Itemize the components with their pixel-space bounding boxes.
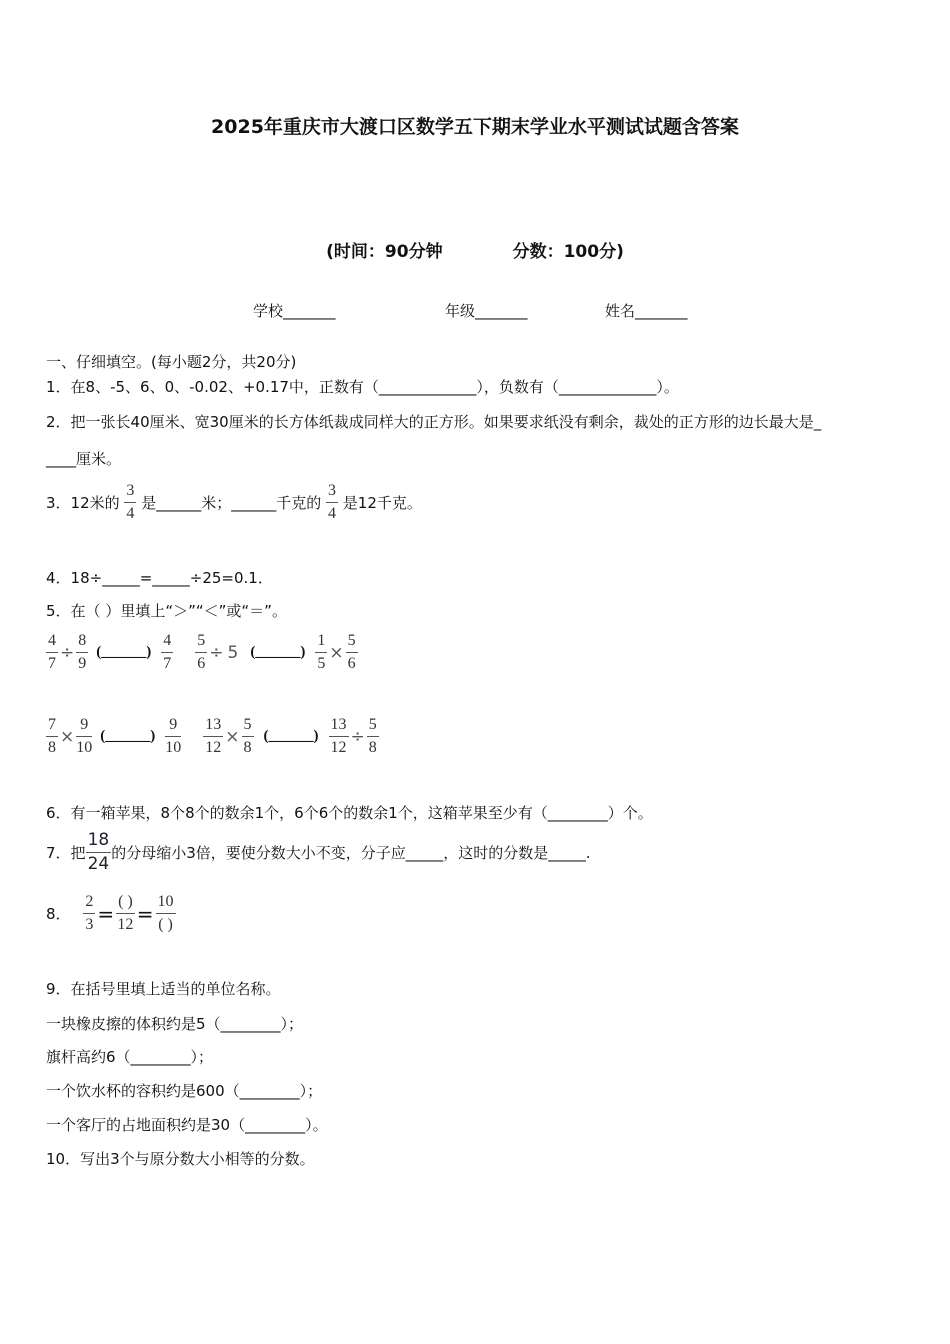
- question-number: 1．: [46, 378, 71, 396]
- divide-sign: ÷: [350, 726, 365, 747]
- fraction: $\frac{5}{6}$: [197, 632, 206, 672]
- question-9: [46, 978, 281, 999]
- question-number: 4．: [46, 569, 71, 587]
- question-1: [46, 376, 679, 397]
- question-text: 把: [70, 844, 86, 862]
- answer-blank[interactable]: (______): [263, 728, 319, 744]
- section-heading: 一、仔细填空。(每小题2分，共20分): [46, 353, 297, 371]
- grade-field: 年级_______: [445, 302, 528, 320]
- question-text: 有一箱苹果，8个8个的数余1个，6个6个的数余1个，这箱苹果至少有（________）个。: [70, 804, 653, 822]
- question-text: 在（ ）里填上“＞”“＜”或“＝”。: [70, 602, 287, 620]
- multiply-sign: ×: [329, 642, 344, 663]
- question-6: [46, 802, 653, 823]
- fraction: $\frac{18}{24}$: [87, 830, 110, 874]
- time-label: (时间：90分钟: [326, 242, 443, 262]
- question-text: 12米的: [70, 494, 120, 512]
- school-field: 学校_______: [253, 302, 336, 320]
- question-7: [46, 832, 591, 873]
- multiply-sign: ×: [225, 726, 240, 747]
- question-4: [46, 567, 273, 588]
- equals-sign: =: [136, 901, 154, 926]
- question-10: [46, 1148, 315, 1169]
- fraction: $\frac{9}{10}$: [165, 716, 182, 756]
- question-text: 是______米；______千克的: [141, 494, 322, 512]
- question-9-line: 一个饮水杯的容积约是600（________）；: [46, 1082, 323, 1100]
- question-number: 5．: [46, 602, 71, 620]
- divide-sign: ÷: [209, 642, 224, 663]
- question-number: 3．: [46, 494, 71, 512]
- question-8: [46, 894, 176, 933]
- multiply-sign: ×: [60, 726, 75, 747]
- question-2-continued: ____厘米。: [46, 450, 122, 468]
- number: 5: [227, 642, 239, 663]
- question-text: 是12千克。: [342, 494, 422, 512]
- question-text: 18÷_____=_____÷25=0.1．: [70, 569, 273, 587]
- name-field: 姓名_______: [605, 302, 688, 320]
- question-number: 7．: [46, 844, 71, 862]
- fraction: $\frac{4}{7}$: [163, 632, 172, 672]
- question-2: [46, 411, 821, 432]
- fraction: $\frac{5}{8}$: [243, 716, 252, 756]
- question-number: 6．: [46, 804, 71, 822]
- question-number: 8．: [46, 905, 71, 923]
- fraction: $\frac{5}{6}$: [347, 632, 356, 672]
- equals-sign: =: [97, 901, 115, 926]
- question-9-line: 一个客厅的占地面积约是30（________）。: [46, 1116, 328, 1134]
- fraction: $\frac{2}{3}$: [85, 893, 94, 933]
- fraction: $\frac{3}{4}$: [126, 482, 135, 522]
- fraction: $\frac{8}{9}$: [78, 632, 87, 672]
- question-5: [46, 600, 287, 621]
- fraction: $\frac{4}{7}$: [48, 632, 56, 672]
- answer-blank[interactable]: (______): [250, 644, 306, 660]
- exam-meta: [0, 237, 950, 262]
- fraction: $\frac{9}{10}$: [76, 716, 93, 756]
- fraction: $\frac{13}{12}$: [205, 716, 222, 756]
- compare-row-1: [46, 633, 358, 672]
- question-number: 9．: [46, 980, 71, 998]
- score-label: 分数：100分): [512, 242, 624, 262]
- question-text: 的分母缩小3倍，要使分数大小不变，分子应_____，这时的分数是_____.: [111, 844, 591, 862]
- fraction[interactable]: $\frac{( )}{12}$: [117, 893, 134, 933]
- question-text: 把一张长40厘米、宽30厘米的长方体纸裁成同样大的正方形。如果要求纸没有剩余，裁处的正方形的边长最大是_: [70, 413, 822, 431]
- fraction: $\frac{1}{5}$: [317, 632, 326, 672]
- fraction: $\frac{3}{4}$: [328, 482, 336, 522]
- divide-sign: ÷: [60, 642, 75, 663]
- fraction: $\frac{5}{8}$: [368, 716, 377, 756]
- fraction: $\frac{13}{12}$: [330, 716, 347, 756]
- fraction: $\frac{7}{8}$: [48, 716, 56, 756]
- question-text: 在8、-5、6、0、-0.02、+0.17中，正数有（_____________），负数有（_____________）。: [70, 378, 679, 396]
- compare-row-2: [46, 717, 379, 756]
- question-number: 2．: [46, 413, 71, 431]
- question-9-line: 一块橡皮擦的体积约是5（________）；: [46, 1015, 304, 1033]
- question-text: 在括号里填上适当的单位名称。: [70, 980, 281, 998]
- question-number: 10．: [46, 1150, 81, 1168]
- fraction[interactable]: $\frac{10}{( )}$: [157, 893, 174, 933]
- question-3: [46, 483, 422, 522]
- answer-blank[interactable]: (______): [96, 644, 152, 660]
- answer-blank[interactable]: (______): [100, 728, 156, 744]
- page-title: 2025年重庆市大渡口区数学五下期末学业水平测试试题含答案: [211, 116, 739, 138]
- question-text: 写出3个与原分数大小相等的分数。: [80, 1150, 315, 1168]
- question-9-line: 旗杆高约6（________）；: [46, 1048, 214, 1066]
